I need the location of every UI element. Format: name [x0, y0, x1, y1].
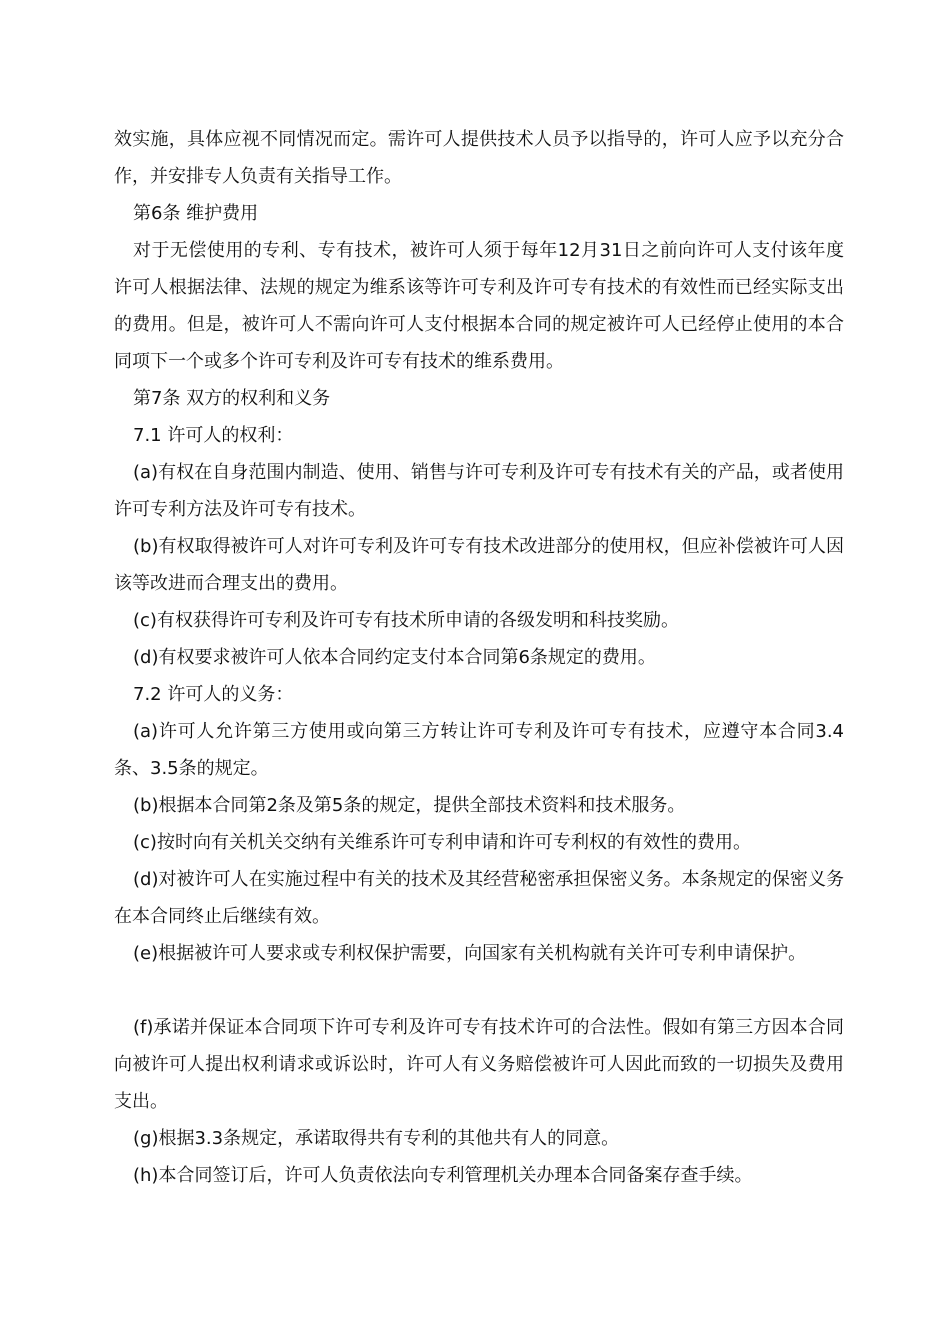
section-7-1-item-c: (c)有权获得许可专利及许可专有技术所申请的各级发明和科技奖励。 — [133, 610, 679, 631]
section-7-2-item-a: (a)许可人允许第三方使用或向第三方转让许可专利及许可专有技术，应遵守本合同3.4条、3.5条的规定。 — [114, 721, 844, 779]
section-7-2-heading: 7.2 许可人的义务： — [133, 684, 294, 705]
section-7-2-item-f: (f)承诺并保证本合同项下许可专利及许可专有技术许可的合法性。假如有第三方因本合同向被许可人提出权利请求或诉讼时，许可人有义务赔偿被许可人因此而致的一切损失及费用支出。 — [114, 1017, 844, 1112]
section-7-1-item-b: (b)有权取得被许可人对许可专利及许可专有技术改进部分的使用权，但应补偿被许可人因该等改进而合理支出的费用。 — [114, 536, 844, 594]
section-7-2-item-h: (h)本合同签订后，许可人负责依法向专利管理机关办理本合同备案存查手续。 — [133, 1165, 753, 1186]
article-7-heading: 第7条 双方的权利和义务 — [133, 388, 331, 409]
paragraph-continuation: 效实施，具体应视不同情况而定。需许可人提供技术人员予以指导的，许可人应予以充分合作，并安排专人负责有关指导工作。 — [114, 129, 844, 187]
section-7-2-item-d: (d)对被许可人在实施过程中有关的技术及其经营秘密承担保密义务。本条规定的保密义务在本合同终止后继续有效。 — [114, 869, 844, 927]
article-6-body: 对于无偿使用的专利、专有技术，被许可人须于每年12月31日之前向许可人支付该年度许可人根据法律、法规的规定为维系该等许可专利及许可专有技术的有效性而已经实际支出的费用。但是，被许可人不需向许可人支付根据本合同的规定被许可人已经停止使用的本合同项下一个或多个许可专利及许可专有技术的维系费用。 — [114, 240, 844, 372]
document-body — [114, 121, 844, 1194]
section-7-1-item-d: (d)有权要求被许可人依本合同约定支付本合同第6条规定的费用。 — [133, 647, 656, 668]
section-7-2-item-g: (g)根据3.3条规定，承诺取得共有专利的其他共有人的同意。 — [133, 1128, 620, 1149]
section-7-2-item-b: (b)根据本合同第2条及第5条的规定，提供全部技术资料和技术服务。 — [133, 795, 686, 816]
section-7-1-heading: 7.1 许可人的权利： — [133, 425, 294, 446]
section-7-2-item-c: (c)按时向有关机关交纳有关维系许可专利申请和许可专利权的有效性的费用。 — [133, 832, 751, 853]
section-7-1-item-a: (a)有权在自身范围内制造、使用、销售与许可专利及许可专有技术有关的产品，或者使用许可专利方法及许可专有技术。 — [114, 462, 844, 520]
blank-line — [114, 972, 844, 1009]
article-6-heading: 第6条 维护费用 — [133, 203, 259, 224]
section-7-2-item-e: (e)根据被许可人要求或专利权保护需要，向国家有关机构就有关许可专利申请保护。 — [133, 943, 807, 964]
